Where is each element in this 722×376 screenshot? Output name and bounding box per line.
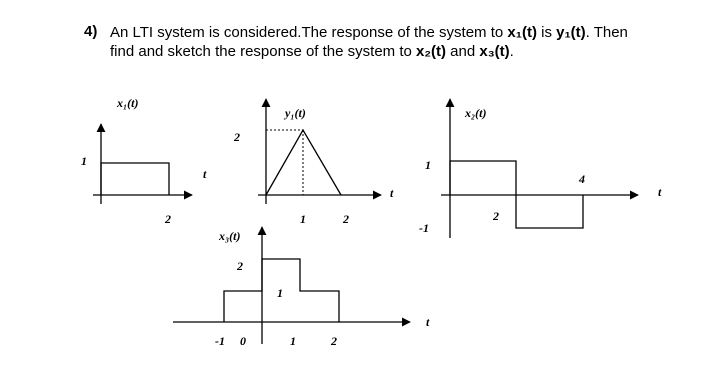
x3-tick-neg1: -1 <box>215 334 225 348</box>
y1-plot <box>233 99 394 226</box>
x2-pos-label: 1 <box>425 158 431 172</box>
x1-signal <box>101 163 169 195</box>
x2-tick-4: 4 <box>579 172 585 186</box>
problem-text-2b: and <box>446 43 480 60</box>
x1-ref: x₁(t) <box>507 24 537 41</box>
x1-plot <box>81 96 207 226</box>
x3-plot <box>173 227 430 348</box>
x3-label-2: 2 <box>237 259 243 273</box>
x2-title: x₂(t) <box>465 106 487 120</box>
problem-number: 4) <box>84 23 98 40</box>
x3-t-label: t <box>426 315 430 329</box>
x1-t-label: t <box>203 167 207 181</box>
y1-peak-label: 2 <box>234 130 240 144</box>
x2-neg-label: -1 <box>419 221 429 235</box>
x3-ref: x₃(t) <box>479 43 510 60</box>
problem-text-2a: find and sketch the response of the system to <box>110 43 417 60</box>
x2-t-label: t <box>658 185 662 199</box>
problem-text-2c: . <box>509 43 514 60</box>
y1-tick-1: 1 <box>300 212 306 226</box>
y1-title: y₁(t) <box>285 106 306 120</box>
x2-plot <box>419 99 662 238</box>
problem-text-1c: . Then <box>585 24 628 41</box>
y1-t-label: t <box>390 186 394 200</box>
x2-ref: x₂(t) <box>416 43 447 60</box>
x1-tick-2: 2 <box>165 212 171 226</box>
x3-title: x₃(t) <box>219 229 241 243</box>
x1-amp-label: 1 <box>81 154 87 168</box>
problem-text-1a: An LTI system is considered.The response of the system to <box>110 24 508 41</box>
x2-tick-2: 2 <box>493 209 499 223</box>
x3-label-1: 1 <box>277 286 283 300</box>
problem-text-1b: is <box>536 24 557 41</box>
x1-title: x₁(t) <box>117 96 139 110</box>
y1-tick-2: 2 <box>343 212 349 226</box>
x3-tick-1: 1 <box>290 334 296 348</box>
y1-ref: y₁(t) <box>556 24 586 41</box>
x3-tick-0: 0 <box>240 334 246 348</box>
x3-tick-2: 2 <box>331 334 337 348</box>
